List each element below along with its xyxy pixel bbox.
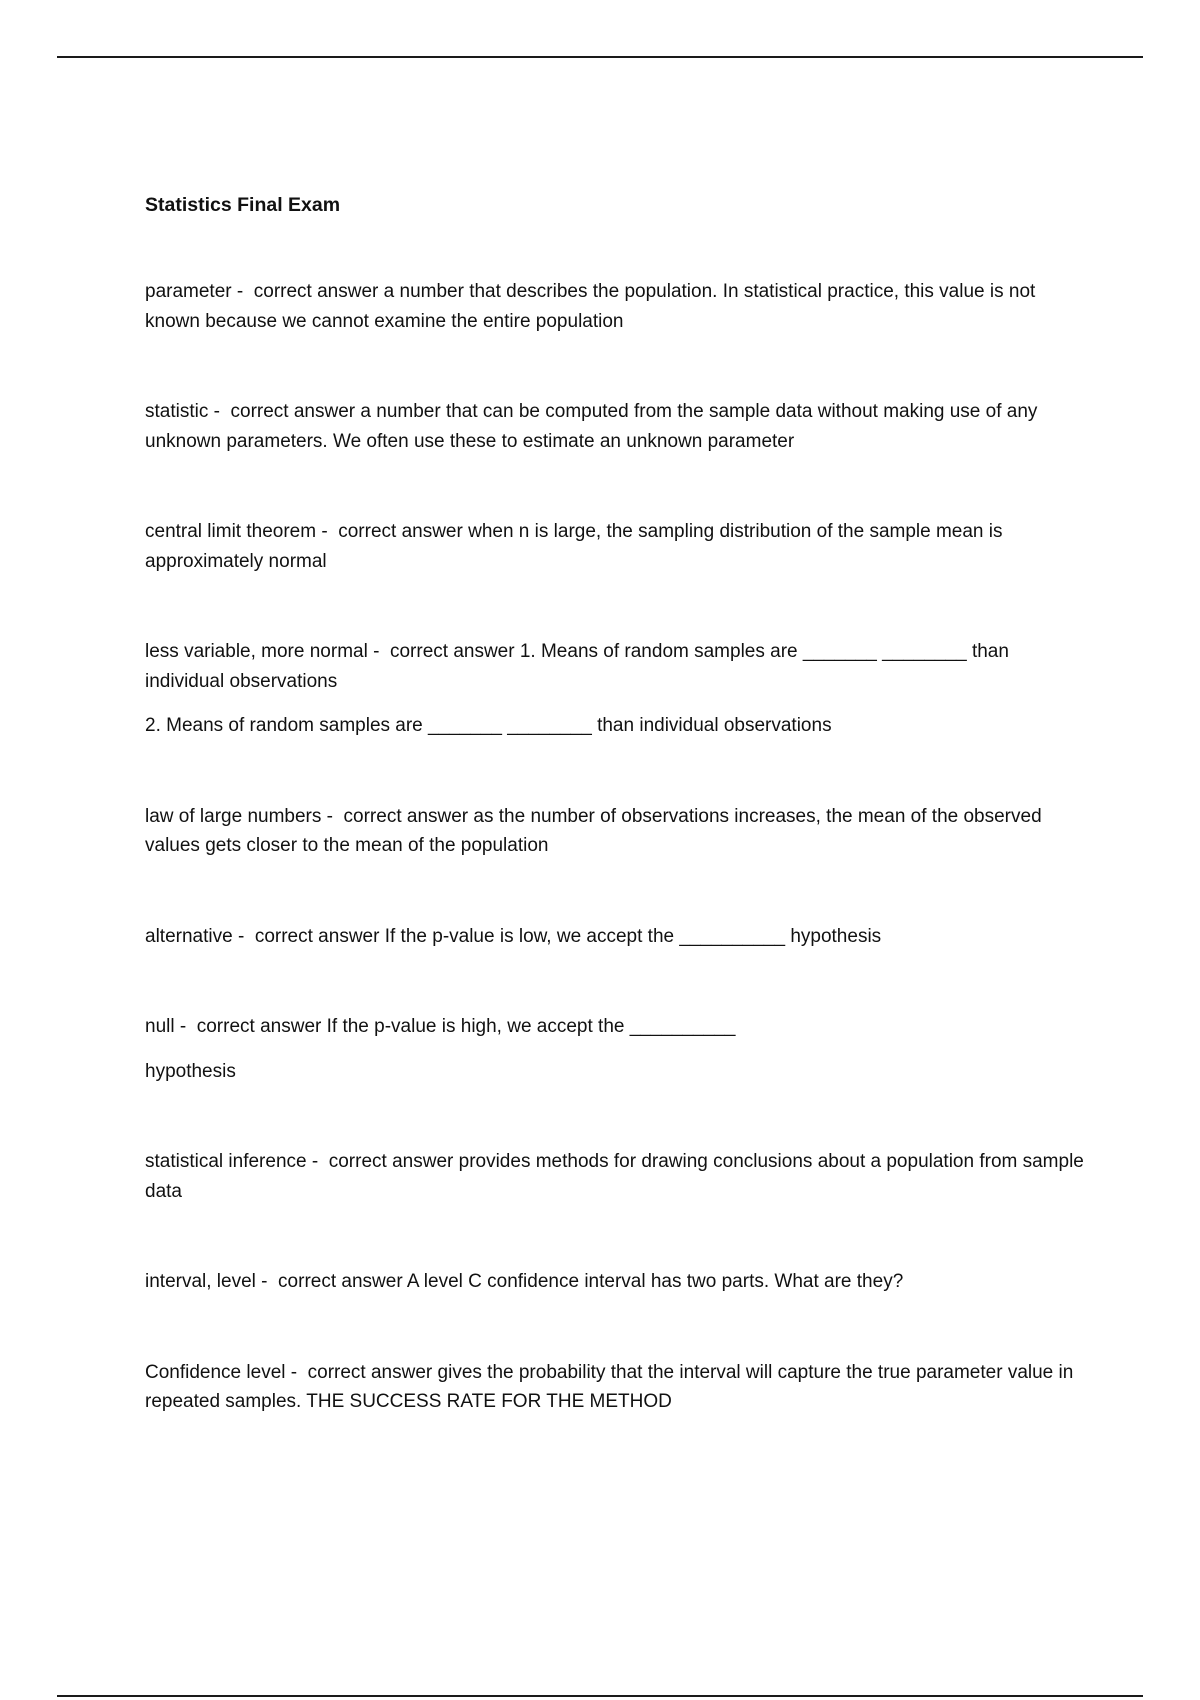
entry-answer: A level C confidence interval has two parts. What are they? [406,1271,904,1292]
document-body [145,190,1090,1417]
entry-text [145,1147,1090,1206]
entry-text [145,637,1090,696]
entry-term: central limit theorem [145,521,317,542]
flashcard-entry [145,922,1090,952]
entry-answer: If the p-value is low, we accept the __________ hypothesis [384,925,882,947]
document-title: Statistics Final Exam [145,194,341,216]
flashcard-entry [145,517,1090,576]
entry-answer: a number that describes the population. In statistical practice, this value is not known because we cannot examine the entire population [145,281,1036,332]
entry-answer: If the p-value is high, we accept the __________ [326,1016,736,1037]
entry-answer-continuation: 2. Means of random samples are _______ ________ than individual observations [145,715,832,736]
entry-text [145,397,1090,456]
entry-text [145,1012,1090,1042]
entry-answer: a number that can be computed from the sample data without making use of any unknown parameters. We often use these to estimate an unknown parameter [145,401,1038,452]
entry-term: Confidence level [145,1361,286,1383]
flashcard-entry [145,1012,1090,1086]
entry-answer: provides methods for drawing conclusions about a population from sample data [145,1151,1084,1202]
entry-term: alternative [145,925,233,947]
answer-marker: - correct answer [321,805,474,827]
entry-answer: when n is large, the sampling distribution of the sample mean is approximately normal [145,521,1003,572]
flashcard-entry [145,802,1090,861]
flashcard-entry [145,277,1090,336]
flashcard-entry [145,1147,1090,1206]
answer-marker: - correct answer [316,521,469,542]
answer-marker: - correct answer [285,1361,438,1383]
entry-text [145,1358,1090,1417]
answer-marker: - correct answer [306,1151,459,1172]
entry-term: interval, level [145,1271,256,1292]
entry-text [145,1267,1090,1297]
entry-text [145,277,1090,336]
entry-term: less variable, more normal [145,641,368,662]
entry-answer: 1. Means of random samples are _______ ________ than individual observations [145,641,1009,692]
answer-marker: - correct answer [255,1271,407,1292]
entry-answer: gives the probability that the interval will capture the true parameter value in repeated samples. THE SUCCESS RATE FOR THE METHOD [145,1361,1074,1412]
header-rule [57,56,1143,58]
answer-marker: - correct answer [231,281,384,302]
footer-rule [57,1695,1143,1697]
entry-term: statistic [145,401,209,422]
entry-text [145,802,1090,861]
entry-answer-continuation: hypothesis [145,1060,236,1082]
answer-marker: - correct answer [174,1016,327,1037]
entry-term: null [145,1016,175,1037]
entry-term: parameter [145,281,232,302]
flashcard-entry [145,397,1090,456]
flashcard-entry [145,1358,1090,1417]
entry-term: statistical inference [145,1151,307,1172]
entry-answer: as the number of observations increases, the mean of the observed values gets closer to the mean of the population [145,805,1042,856]
entry-term: law of large numbers [145,805,322,827]
answer-marker: - correct answer [367,641,520,662]
entry-text [145,922,1090,952]
answer-marker: - correct answer [208,401,361,422]
entry-text [145,517,1090,576]
flashcard-entry [145,637,1090,741]
flashcard-entry [145,1267,1090,1297]
answer-marker: - correct answer [232,925,385,947]
